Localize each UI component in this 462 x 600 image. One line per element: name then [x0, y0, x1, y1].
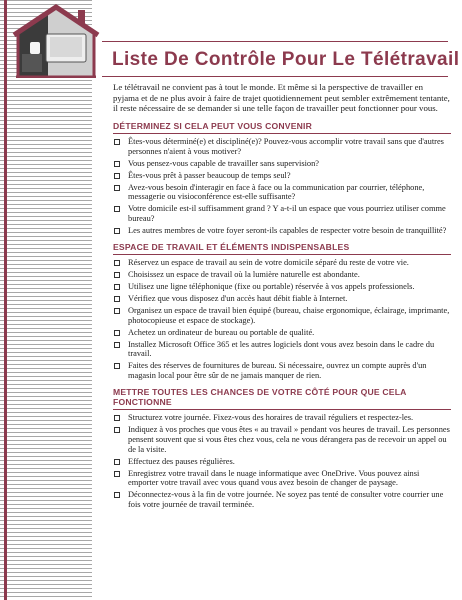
checklist-item — [113, 282, 451, 292]
checklist-item — [113, 457, 451, 467]
checkbox[interactable] — [114, 459, 120, 465]
checklist-item-text: Votre domicile est-il suffisamment grand ? Y a-t-il un espace que vous pourriez utiliser comme bureau? — [128, 204, 446, 224]
checklist-item-text: Les autres membres de votre foyer seront-ils capables de respecter votre besoin de tranquillité? — [128, 226, 447, 236]
checklist-item-text: Enregistrez votre travail dans le nuage informatique avec OneDrive. Vous pouvez ainsi emporter votre travail avec vous quand vous avez besoin de changer de paysage. — [128, 468, 420, 488]
checkbox[interactable] — [114, 427, 120, 433]
checklist-item — [113, 306, 451, 326]
page-title: Liste De Contrôle Pour Le Télétravail — [112, 49, 460, 70]
intro-paragraph: Le télétravail ne convient pas à tout le monde. Et même si la perspective de travailler en pyjama et de ne plus avoir à faire de trajet quotidiennement peut sembler extrêmement tentante, il reste nécessaire de se demander si une telle façon de travailler peut fonctionner pour vous. — [113, 82, 450, 114]
checkbox[interactable] — [114, 185, 120, 191]
checklist-item — [113, 258, 451, 268]
section-title: ESPACE DE TRAVAIL ET ÉLÉMENTS INDISPENSABLES — [113, 242, 451, 255]
checklist-item-text: Installez Microsoft Office 365 et les autres logiciels dont vous avez besoin dans le cadre du travail. — [128, 339, 435, 359]
section-title: DÉTERMINEZ SI CELA PEUT VOUS CONVENIR — [113, 121, 451, 134]
checkbox[interactable] — [114, 296, 120, 302]
checklist-item-text: Vérifiez que vous disposez d'un accès haut débit fiable à Internet. — [128, 293, 348, 303]
checklist-item-text: Déconnectez-vous à la fin de votre journée. Ne soyez pas tenté de consulter votre courrier une fois votre journée de travail terminée. — [128, 490, 444, 510]
accent-bar — [4, 0, 7, 600]
section-suitability — [113, 121, 451, 236]
title-rule-bottom — [102, 76, 448, 77]
checklist-item — [113, 340, 451, 360]
title-rule-top — [102, 41, 448, 42]
checklist-item — [113, 328, 451, 338]
checklist-item-text: Utilisez une ligne téléphonique (fixe ou portable) réservée à vos appels professionels. — [128, 281, 415, 291]
checkbox[interactable] — [114, 272, 120, 278]
checkbox[interactable] — [114, 206, 120, 212]
checkbox[interactable] — [114, 471, 120, 477]
checklist-item — [113, 171, 451, 181]
checklist-item — [113, 204, 451, 224]
checkbox[interactable] — [114, 284, 120, 290]
checkbox[interactable] — [114, 342, 120, 348]
section-title: METTRE TOUTES LES CHANCES DE VOTRE CÔTÉ POUR QUE CELA FONCTIONNE — [113, 387, 451, 410]
checklist-item — [113, 361, 451, 381]
section-success — [113, 387, 451, 510]
checklist-item-text: Êtes-vous déterminé(e) et discipliné(e)? Pouvez-vous accomplir votre travail sans que d'autres personnes n'aient à vous motiver? — [128, 136, 444, 156]
checklist-content — [113, 82, 451, 516]
checklist-item — [113, 183, 451, 203]
checklist-item-text: Êtes-vous prêt à passer beaucoup de temps seul? — [128, 170, 291, 180]
section-workspace — [113, 242, 451, 381]
checklist-item-text: Achetez un ordinateur de bureau ou portable de qualité. — [128, 327, 315, 337]
checkbox[interactable] — [114, 308, 120, 314]
checklist-item — [113, 490, 451, 510]
checklist-item-text: Structurez votre journée. Fixez-vous des horaires de travail réguliers et respectez-les. — [128, 412, 414, 422]
checklist-item — [113, 413, 451, 423]
checklist-item — [113, 425, 451, 454]
checklist-item-text: Choisissez un espace de travail où la lumière naturelle est abondante. — [128, 269, 360, 279]
checkbox[interactable] — [114, 161, 120, 167]
checklist-item-text: Effectuez des pauses régulières. — [128, 456, 235, 466]
checklist-item — [113, 469, 451, 489]
checklist-item-text: Indiquez à vos proches que vous êtes « au travail » pendant vos heures de travail. Les personnes pensent souvent que si vous êtes chez vous, cela ne vous dérangera pas de recevoir un appel ou de la visite. — [128, 424, 450, 454]
checklist-item-text: Avez-vous besoin d'interagir en face à face ou la communication par courrier, téléphone, messagerie ou visioconférence est-elle suffisante? — [128, 182, 425, 202]
checklist-item — [113, 159, 451, 169]
checkbox[interactable] — [114, 330, 120, 336]
checkbox[interactable] — [114, 228, 120, 234]
house-photo-icon — [8, 2, 104, 78]
checklist-item — [113, 294, 451, 304]
decorative-stripes — [0, 0, 92, 600]
checkbox[interactable] — [114, 492, 120, 498]
checklist-item — [113, 226, 451, 236]
checkbox[interactable] — [114, 415, 120, 421]
checkbox[interactable] — [114, 363, 120, 369]
checklist-item — [113, 137, 451, 157]
checkbox[interactable] — [114, 260, 120, 266]
checklist-item — [113, 270, 451, 280]
checkbox[interactable] — [114, 139, 120, 145]
checklist-item-text: Vous pensez-vous capable de travailler sans supervision? — [128, 158, 320, 168]
checkbox[interactable] — [114, 173, 120, 179]
checklist-item-text: Faites des réserves de fournitures de bureau. Si nécessaire, ouvrez un compte auprès d'un magasin local pour être sûr de ne jamais manquer de rien. — [128, 361, 427, 381]
checklist-item-text: Réservez un espace de travail au sein de votre domicile séparé du reste de votre vie. — [128, 257, 409, 267]
checklist-item-text: Organisez un espace de travail bien équipé (bureau, chaise ergonomique, éclairage, imprimante, photocopieuse et espace de stockage). — [128, 305, 450, 325]
